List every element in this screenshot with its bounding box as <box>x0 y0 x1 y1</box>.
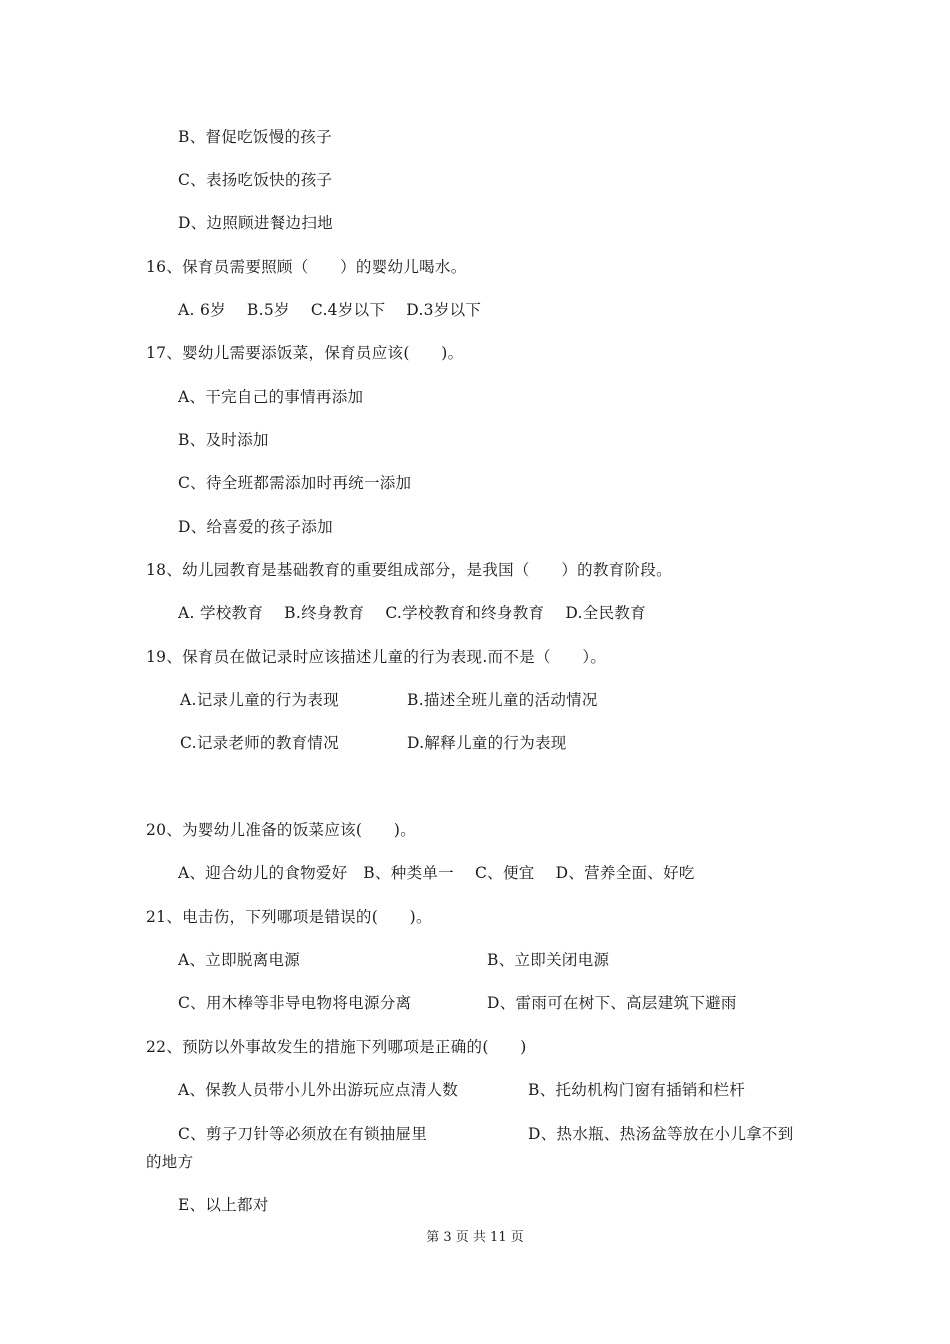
question-22-option-b: B、托幼机构门窗有插销和栏杆 <box>528 1081 746 1099</box>
question-19-option-a: A.记录儿童的行为表现 <box>180 691 339 709</box>
option-line: B、督促吃饭慢的孩子 <box>178 128 332 146</box>
question-18: 18、幼儿园教育是基础教育的重要组成部分，是我国（ ）的教育阶段。 <box>146 561 672 579</box>
question-17-option-b: B、及时添加 <box>178 431 269 449</box>
question-17-option-a: A、干完自己的事情再添加 <box>178 388 364 406</box>
option-line: D、边照顾进餐边扫地 <box>178 214 333 232</box>
option-line: C、表扬吃饭快的孩子 <box>178 171 333 189</box>
question-20-options: A、迎合幼儿的食物爱好 B、种类单一 C、便宜 D、营养全面、好吃 <box>178 864 695 882</box>
page-footer: 第 3 页 共 11 页 <box>426 1230 524 1245</box>
question-22-option-d-continued: 的地方 <box>146 1153 194 1171</box>
question-22-option-a: A、保教人员带小儿外出游玩应点清人数 <box>178 1081 459 1099</box>
question-18-options: A. 学校教育 B.终身教育 C.学校教育和终身教育 D.全民教育 <box>178 604 646 622</box>
question-21: 21、电击伤，下列哪项是错误的( )。 <box>146 908 432 926</box>
question-21-option-c: C、用木棒等非导电物将电源分离 <box>178 994 412 1012</box>
question-16-options: A. 6岁 B.5岁 C.4岁以下 D.3岁以下 <box>178 301 482 319</box>
question-17: 17、婴幼儿需要添饭菜，保育员应该( )。 <box>146 344 464 362</box>
question-22-option-c: C、剪子刀针等必须放在有锁抽屉里 <box>178 1125 428 1143</box>
question-22: 22、预防以外事故发生的措施下列哪项是正确的( ) <box>146 1038 527 1056</box>
question-16: 16、保育员需要照顾（ ）的婴幼儿喝水。 <box>146 258 467 276</box>
question-19: 19、保育员在做记录时应该描述儿童的行为表现.而不是（ ）。 <box>146 648 607 666</box>
question-21-option-d: D、雷雨可在树下、高层建筑下避雨 <box>487 994 737 1012</box>
question-22-option-e: E、以上都对 <box>178 1196 269 1214</box>
question-17-option-c: C、待全班都需添加时再统一添加 <box>178 474 412 492</box>
question-22-option-d: D、热水瓶、热汤盆等放在小儿拿不到 <box>528 1125 794 1143</box>
question-19-option-c: C.记录老师的教育情况 <box>180 734 340 752</box>
question-17-option-d: D、给喜爱的孩子添加 <box>178 518 333 536</box>
question-20: 20、为婴幼儿准备的饭菜应该( )。 <box>146 821 417 839</box>
question-19-option-b: B.描述全班儿童的活动情况 <box>407 691 598 709</box>
question-21-option-b: B、立即关闭电源 <box>487 951 610 969</box>
question-21-option-a: A、立即脱离电源 <box>178 951 301 969</box>
question-19-option-d: D.解释儿童的行为表现 <box>407 734 567 752</box>
